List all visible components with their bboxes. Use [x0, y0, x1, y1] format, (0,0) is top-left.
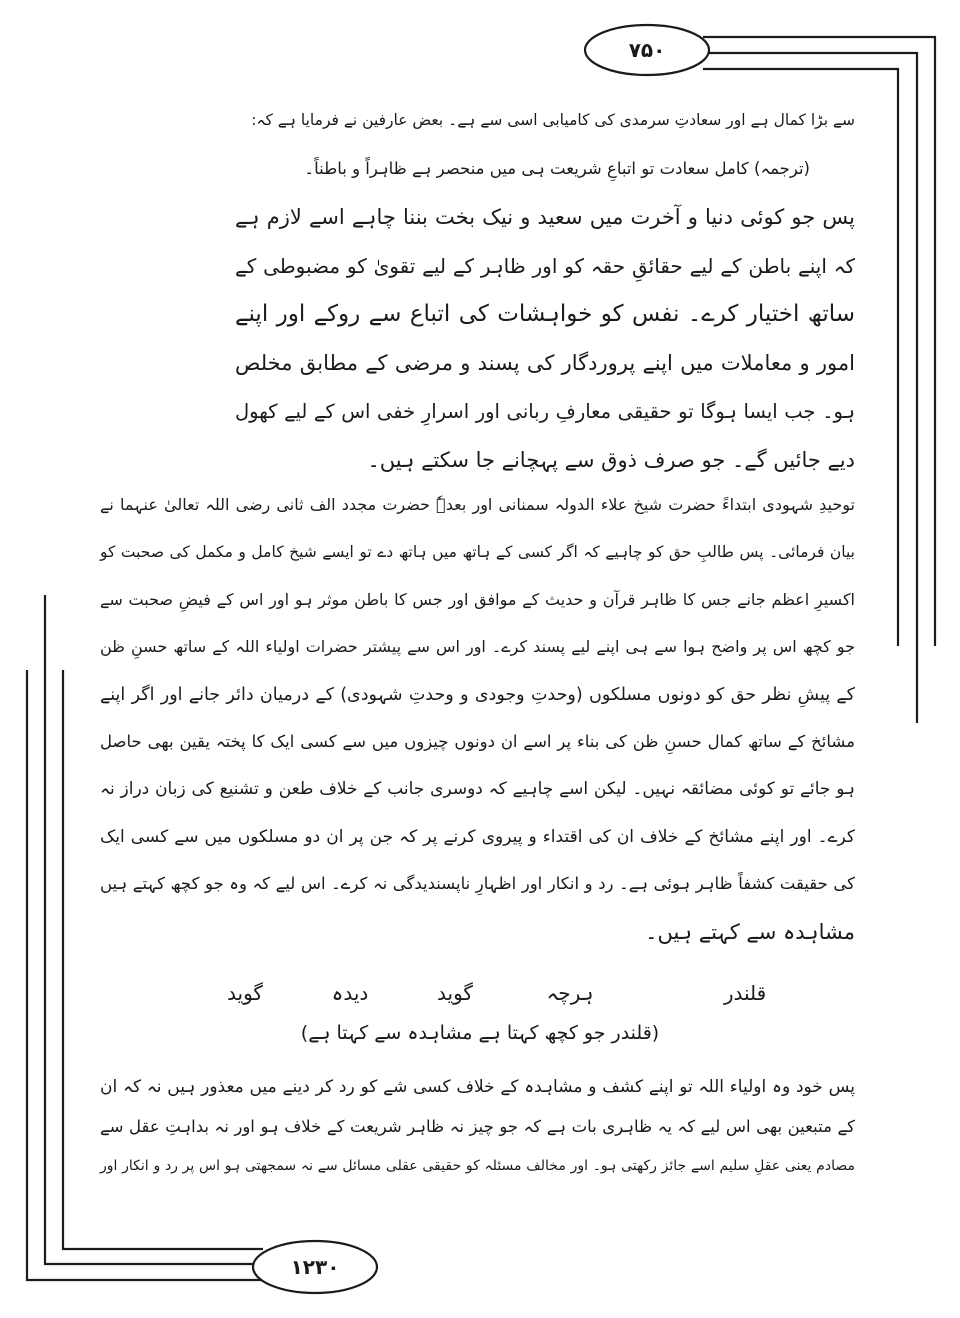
verse-word: گوید	[227, 981, 263, 1005]
text-line: مشاہدہ سے کہتے ہیں۔	[645, 919, 855, 944]
text-line: کرے۔ اور اپنے مشائخ کے خلاف ان کی اقتداء و پیروی کرنے پر کہ جن پر ان دو مسلکوں میں سے کسی ایک	[100, 826, 855, 847]
text-line: ہو۔ جب ایسا ہوگا تو حقیقی معارفِ ربانی اور اسرارِ خفی اس کے لیے کھول	[235, 399, 855, 423]
verse-word: دیدہ	[331, 981, 369, 1005]
text-line: توحیدِ شہودی ابتداءً حضرت شیخ علاء الدولہ سمنانی اور بعدہٗ حضرت مجدد الف ثانی رضی اللہ تعالیٰ عنہما نے	[100, 495, 855, 514]
verse-word: گوید	[437, 981, 473, 1005]
text-line: کے پیشِ نظر حق کو دونوں مسلکوں (وحدتِ وجودی و وحدتِ شہودی) کے درمیان دائر جانے اور اگر اپنے	[100, 684, 855, 705]
verse-translation: (قلندر جو کچھ کہتا ہے مشاہدہ سے کہتا ہے)	[300, 1022, 660, 1044]
text-line: سے بڑا کمال ہے اور سعادتِ سرمدی کی کامیابی اسی سے ہے۔ بعض عارفین نے فرمایا ہے کہ:	[251, 111, 855, 129]
text-line: اکسیرِ اعظم جانے جس کا ظاہر قرآن و حدیث کے موافق اور جس کا باطن موثر ہو اور اس کے فیضِ صحبت سے	[100, 589, 855, 609]
text-line: دیے جائیں گے۔ جو صرف ذوق سے پہچانے جا سکتے ہیں۔	[367, 448, 855, 473]
text-line: ساتھ اختیار کرے۔ نفس کو خواہشات کی اتباع سے روکے اور اپنے	[235, 301, 855, 328]
text-line: کے متبعین بھی اس لیے کہ یہ ظاہری بات ہے کہ جو چیز نہ ظاہر شریعت کے خلاف ہو اور نہ بداہتِ عقل سے	[100, 1116, 855, 1136]
text-line: جو کچھ اس پر واضح ہوا سے ہی اپنے لیے پسند کرے۔ اور اس سے پیشتر حضرات اولیاء اللہ کے ساتھ حسنِ ظن	[100, 637, 855, 657]
verse-word: قلندر	[723, 981, 767, 1005]
text-line: ہو جائے تو کوئی مضائقہ نہیں۔ لیکن اسے چاہیے کہ دوسری جانب کے خلاف طعن و تشنیع کی زبان دراز نہ	[100, 779, 855, 800]
text-line: کی حقیقت کشفاً ظاہر ہوئی ہے۔ رد و انکار اور اظہارِ ناپسندیدگی نہ کرے۔ اس لیے کہ وہ جو کچھ کہتے ہیں	[100, 874, 855, 894]
text-line: بیان فرمائی۔ پس طالبِ حق کو چاہیے کہ اگر کسی کے ہاتھ میں ہاتھ دے تو ایسے شیخ کامل و مکمل کی صحبت کو	[100, 543, 855, 562]
verse-word: ہرچہ	[546, 981, 594, 1005]
text-line: (ترجمہ) کامل سعادت تو اتباعِ شریعت ہی میں منحصر ہے ظاہراً و باطناً۔	[304, 158, 810, 178]
text-line: مشائخ کے ساتھ کمال حسنِ ظن کی بناء پر اسے ان دونوں چیزوں میں سے کسی ایک کا پختہ یقین بھی حاصل	[100, 732, 855, 751]
text-line: پس جو کوئی دنیا و آخرت میں سعید و نیک بخت بننا چاہے اسے لازم ہے	[235, 205, 855, 230]
bottom-page-number: ۱۲۳۰	[290, 1255, 340, 1279]
text-line: امور و معاملات میں اپنے پروردگار کی پسند و مرضی کے مطابق مخلص	[235, 351, 855, 375]
text-line: کہ اپنے باطن کے لیے حقائقِ حقہ کو اور ظاہر کے لیے تقویٰ کو مضبوطی کے	[235, 253, 855, 278]
text-line: مصادم یعنی عقلِ سلیم اسے جائز رکھتی ہو۔ اور مخالف مسئلہ کو حقیقی عقلی مسائل سے نہ سمجھتی ہو اس پر رد و انکار اور	[100, 1158, 855, 1174]
top-page-number: ۷۵۰	[628, 38, 666, 62]
text-line: پس خود وہ اولیاء اللہ تو اپنے کشف و مشاہدہ کے خلاف کسی شے کو رد کر دینے میں معذور ہیں نہ کہ ان	[100, 1077, 855, 1097]
